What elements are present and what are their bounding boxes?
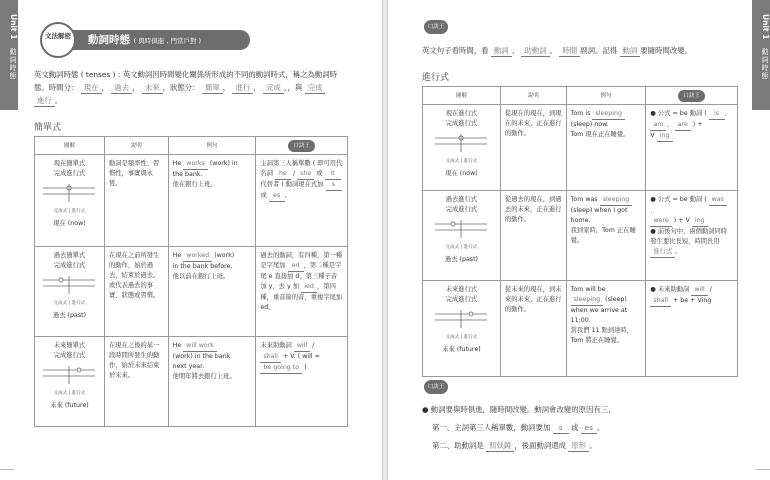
progressive-tense-table bbox=[422, 86, 738, 377]
table-header-row bbox=[423, 87, 738, 105]
timeline-diagram bbox=[433, 308, 489, 330]
blank-answer: 過去 bbox=[111, 83, 132, 94]
tense-diagram-cell: 過去簡單式 完成進行式 完成式 | 進行式 過去 (past) bbox=[35, 247, 105, 337]
timeline-diagram bbox=[433, 218, 489, 240]
example-cell: He works (work) in the bank. 他在銀行上班。 bbox=[168, 155, 256, 247]
example-cell: Tom was sleeping (sleep) when I got home. 我到家時，Tom 正在睡覺。 bbox=[566, 191, 646, 281]
mnemonic-cell: 過去的動詞，有四種，第一種是字尾加 ed ，第二種是字尾 e 直接加 d，第三種子音加 y，去 y 加 ied ，第四種，重音節的音，重複字尾加 ed。 bbox=[256, 247, 348, 337]
right-page bbox=[388, 0, 770, 480]
mnemonic-cell: ● 公式 = be 動詞 ( was、 were ) + V ing ● 前後句中，兩個動詞同時發生要比長短，時間長用 進行式 。 bbox=[646, 191, 738, 281]
table-row bbox=[423, 191, 738, 281]
timeline-diagram bbox=[41, 364, 97, 386]
left-side-tab bbox=[0, 0, 18, 110]
grammar-badge: 文法解密 bbox=[40, 22, 76, 58]
left-page bbox=[0, 0, 382, 480]
blank-answer: 完成 bbox=[305, 83, 326, 94]
table-row bbox=[35, 155, 348, 247]
tab-sub-label: 動詞時態 bbox=[761, 48, 769, 80]
mnemonic-cell: 主詞第三人稱單數 ( 即可用代名詞 he / she 或 it 代替者 ) 動詞現在式加 s 或 es 。 bbox=[256, 155, 348, 247]
description-cell: 從過去的現在，到過去的未來，正在進行的動作。 bbox=[500, 191, 566, 281]
section-title-progressive: 進行式 bbox=[422, 73, 450, 83]
header-diagram: 圖解 bbox=[423, 87, 501, 105]
note-line-1: ● 動詞要與時俱進，隨時間改變。動詞會改變的原因有三， bbox=[422, 405, 616, 414]
right-intro: 英文句子看時間，看 動詞 、 助動詞 、 時間 副詞。記得 動詞 要隨時間改變。 bbox=[422, 46, 693, 55]
mnemonic-cell: ● 未來助動詞 will / shall + be + Ving bbox=[646, 281, 738, 377]
table-row bbox=[423, 281, 738, 377]
note-line-3: 第二、助動詞是 照妖鏡 ，後面動詞還成 原形 。 bbox=[432, 441, 597, 450]
mnemonic-badge-2: 口訣王 bbox=[424, 380, 448, 394]
mnemonic-cell: ● 公式 = be 動詞 ( is 、 am 、 are ) + V ing bbox=[646, 105, 738, 191]
table-row bbox=[423, 105, 738, 191]
note-line-2: 第一、主詞第三人稱單數，動詞要加 s 或 es 。 bbox=[432, 423, 605, 432]
blank-answer: 完成 bbox=[263, 83, 284, 94]
tense-diagram-cell: 現在簡單式 完成進行式 完成式 | 進行式 現在 (now) bbox=[35, 155, 105, 247]
blank-answer: 現在 bbox=[81, 83, 102, 94]
example-cell: He will work (work) in the bank next year. 他明年將去銀行上班。 bbox=[168, 337, 256, 427]
mnemonic-badge: 口訣王 bbox=[424, 20, 448, 34]
section-title-simple: 簡單式 bbox=[34, 123, 62, 133]
right-side-tab bbox=[752, 0, 770, 110]
timeline-diagram bbox=[433, 132, 489, 154]
description-cell: 從未來的現在，到未來的未來，正在進行的動作。 bbox=[500, 281, 566, 377]
timeline-diagram bbox=[41, 182, 97, 204]
tense-diagram-cell: 未來進行式 完成進行式 完成式 | 進行式 未來 (future) bbox=[423, 281, 501, 377]
tab-unit-label: Unit 1 bbox=[9, 14, 18, 40]
header-mnemonic: 口訣王 bbox=[646, 87, 738, 105]
tense-diagram-cell: 現在進行式 完成進行式 完成式 | 進行式 現在 (now) bbox=[423, 105, 501, 191]
blank-answer: 未來 bbox=[142, 83, 163, 94]
header-mnemonic: 口訣王 bbox=[256, 137, 348, 155]
blank-answer: 進行 bbox=[34, 96, 55, 107]
header-description: 說明 bbox=[104, 137, 168, 155]
header-diagram: 圖解 bbox=[35, 137, 105, 155]
header-example: 例句 bbox=[566, 87, 646, 105]
description-cell: 從現在的現在，到現在的未來，正在進行的動作。 bbox=[500, 105, 566, 191]
header-description: 說明 bbox=[500, 87, 566, 105]
blank-answer: 進行 bbox=[232, 83, 253, 94]
example-cell: Tom is sleeping (sleep) now. Tom 現在正在睡覺。 bbox=[566, 105, 646, 191]
description-cell: 在現在之前所發生的動作，始於過去，結束於過去。或代表過去的事實、狀態或習慣。 bbox=[104, 247, 168, 337]
example-cell: He worked (work) in the bank before. 他以前在銀行上班。 bbox=[168, 247, 256, 337]
tab-unit-label: Unit 1 bbox=[761, 14, 770, 40]
tab-sub-label: 動詞時態 bbox=[9, 48, 17, 80]
table-row bbox=[35, 337, 348, 427]
description-cell: 在現在之後的某一段時間所發生的動作，始於未來結束於未來。 bbox=[104, 337, 168, 427]
table-header-row bbox=[35, 137, 348, 155]
simple-tense-table bbox=[34, 136, 348, 427]
grammar-banner bbox=[40, 22, 250, 58]
description-cell: 動詞是頻率性、習慣性，事實與永恆。 bbox=[104, 155, 168, 247]
example-cell: Tom will be sleeping (sleep) when we arrive at 11:00. 當我們 11 點到達時，Tom 將正在睡覺。 bbox=[566, 281, 646, 377]
table-row bbox=[35, 247, 348, 337]
header-example: 例句 bbox=[168, 137, 256, 155]
tense-diagram-cell: 未來簡單式 完成進行式 完成式 | 進行式 未來 (future) bbox=[35, 337, 105, 427]
banner-title: 動詞時態 ( 與時俱進 , 門當戶對 ) bbox=[88, 34, 202, 46]
tense-diagram-cell: 過去進行式 完成進行式 完成式 | 進行式 過去 (past) bbox=[423, 191, 501, 281]
blank-answer: 簡單 bbox=[202, 83, 223, 94]
mnemonic-cell: 未來助動詞 will / shall + V. ( will = be going to ) bbox=[256, 337, 348, 427]
intro-paragraph: 英文動詞時態 ( tenses ) : 英文動詞因時間變化關係所形成的不同的動詞時式，稱之為動詞時 態。時間分： 現在 ， 過去 ， 未來 ，狀態分： 簡單 ， 進行 ， 完成 ，，與 完成 進行 。 bbox=[34, 70, 338, 105]
timeline-diagram bbox=[41, 274, 97, 296]
